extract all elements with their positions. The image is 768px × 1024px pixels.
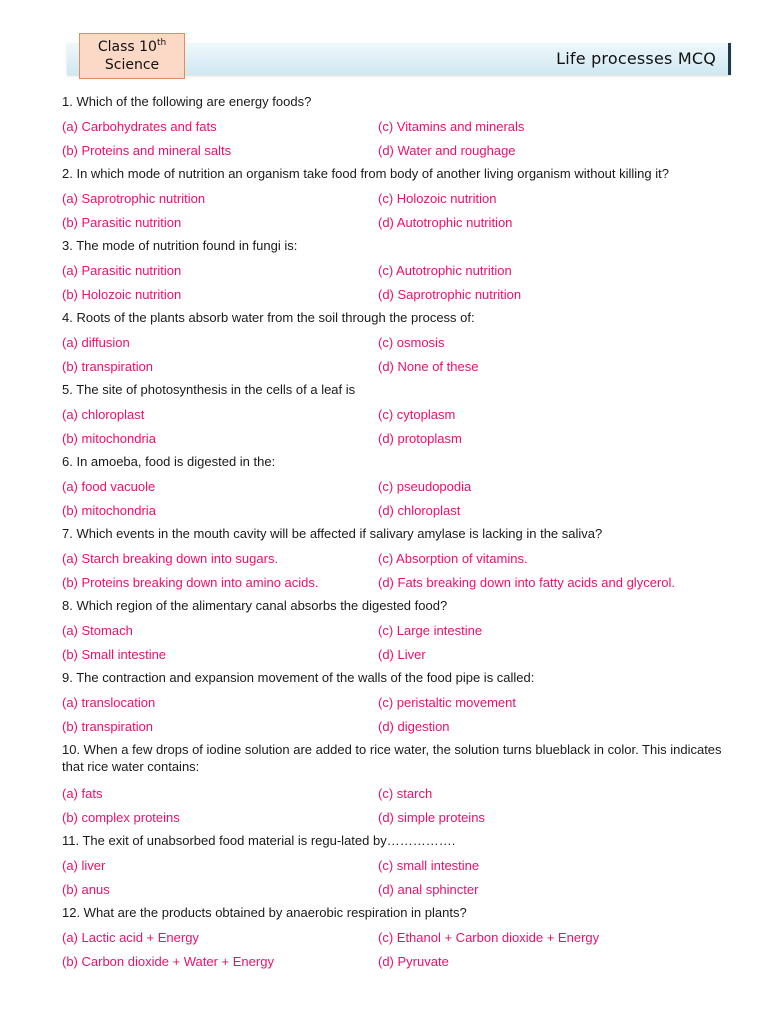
option-d: (d) Pyruvate	[378, 953, 449, 969]
question-text: 5. The site of photosynthesis in the cells of a leaf is	[62, 382, 356, 397]
option-a: (a) Lactic acid + Energy	[62, 929, 199, 945]
option-row	[62, 186, 722, 210]
class-superscript: th	[156, 38, 167, 48]
question-list	[62, 90, 722, 973]
option-c: (c) Vitamins and minerals	[378, 118, 525, 134]
option-a: (a) Saprotrophic nutrition	[62, 190, 206, 206]
question-text: 9. The contraction and expansion movement of the walls of the food pipe is called:	[62, 670, 535, 685]
option-row	[62, 690, 722, 714]
option-row	[62, 781, 722, 805]
option-c: (c) small intestine	[378, 857, 480, 873]
question-text: 7. Which events in the mouth cavity will be affected if salivary amylase is lacking in the saliva?	[62, 526, 603, 541]
question-text: 6. In amoeba, food is digested in the:	[62, 454, 276, 469]
option-a: (a) fats	[62, 785, 103, 801]
question-block-10	[62, 738, 722, 829]
option-b: (b) Parasitic nutrition	[62, 214, 182, 230]
option-row	[62, 474, 722, 498]
option-row	[62, 853, 722, 877]
option-b: (b) complex proteins	[62, 809, 180, 825]
question-text: 1. Which of the following are energy foods?	[62, 94, 312, 109]
option-row	[62, 805, 722, 829]
option-row	[62, 354, 722, 378]
option-row	[62, 282, 722, 306]
option-b: (b) transpiration	[62, 718, 154, 734]
option-row	[62, 949, 722, 973]
option-row	[62, 877, 722, 901]
option-b: (b) mitochondria	[62, 430, 156, 446]
option-b: (b) Carbon dioxide + Water + Energy	[62, 953, 274, 969]
option-row	[62, 138, 722, 162]
option-a: (a) diffusion	[62, 334, 130, 350]
question-text: 12. What are the products obtained by anaerobic respiration in plants?	[62, 905, 467, 920]
document-title: Life processes MCQ	[556, 49, 716, 68]
option-c: (c) Absorption of vitamins.	[378, 550, 528, 566]
question-block-9	[62, 666, 722, 738]
option-a: (a) Starch breaking down into sugars.	[62, 550, 279, 566]
option-row	[62, 330, 722, 354]
option-c: (c) Large intestine	[378, 622, 483, 638]
option-c: (c) peristaltic movement	[378, 694, 516, 710]
option-d: (d) chloroplast	[378, 502, 461, 518]
option-d: (d) digestion	[378, 718, 450, 734]
option-c: (c) Holozoic nutrition	[378, 190, 497, 206]
option-b: (b) Proteins and mineral salts	[62, 142, 232, 158]
option-d: (d) Water and roughage	[378, 142, 516, 158]
option-row	[62, 114, 722, 138]
option-c: (c) Ethanol + Carbon dioxide + Energy	[378, 929, 600, 945]
option-c: (c) cytoplasm	[378, 406, 456, 422]
class-label-box	[79, 33, 185, 79]
question-block-12	[62, 901, 722, 973]
option-row	[62, 210, 722, 234]
subject-label: Science	[104, 57, 160, 73]
question-block-7	[62, 522, 722, 594]
option-row	[62, 642, 722, 666]
option-b: (b) anus	[62, 881, 110, 897]
option-a: (a) Parasitic nutrition	[62, 262, 182, 278]
question-text: 8. Which region of the alimentary canal absorbs the digested food?	[62, 598, 448, 613]
option-row	[62, 546, 722, 570]
option-a: (a) liver	[62, 857, 106, 873]
option-row	[62, 618, 722, 642]
option-c: (c) osmosis	[378, 334, 445, 350]
option-d: (d) protoplasm	[378, 430, 462, 446]
question-text: 3. The mode of nutrition found in fungi is:	[62, 238, 298, 253]
option-row	[62, 714, 722, 738]
question-text: 4. Roots of the plants absorb water from the soil through the process of:	[62, 310, 475, 325]
option-a: (a) translocation	[62, 694, 156, 710]
class-line	[80, 38, 184, 56]
option-a: (a) food vacuole	[62, 478, 156, 494]
option-a: (a) Stomach	[62, 622, 133, 638]
option-b: (b) Proteins breaking down into amino acids.	[62, 574, 319, 590]
question-block-3	[62, 234, 722, 306]
option-c: (c) pseudopodia	[378, 478, 472, 494]
option-a: (a) Carbohydrates and fats	[62, 118, 217, 134]
option-row	[62, 570, 722, 594]
question-block-2	[62, 162, 722, 234]
option-row	[62, 498, 722, 522]
question-text: 2. In which mode of nutrition an organism take food from body of another living organism without killing it?	[62, 166, 669, 181]
option-d: (d) simple proteins	[378, 809, 485, 825]
question-block-5	[62, 378, 722, 450]
question-block-8	[62, 594, 722, 666]
option-d: (d) Saprotrophic nutrition	[378, 286, 522, 302]
option-d: (d) None of these	[378, 358, 479, 374]
option-row	[62, 925, 722, 949]
option-c: (c) starch	[378, 785, 433, 801]
option-row	[62, 426, 722, 450]
option-a: (a) chloroplast	[62, 406, 145, 422]
option-b: (b) Holozoic nutrition	[62, 286, 182, 302]
question-block-11	[62, 829, 722, 901]
question-text: 11. The exit of unabsorbed food material is regu-lated by…………….	[62, 833, 456, 848]
option-row	[62, 402, 722, 426]
option-d: (d) anal sphincter	[378, 881, 479, 897]
class-label: Class 10	[97, 39, 157, 55]
option-c: (c) Autotrophic nutrition	[378, 262, 512, 278]
question-block-4	[62, 306, 722, 378]
question-block-1	[62, 90, 722, 162]
option-b: (b) Small intestine	[62, 646, 167, 662]
option-d: (d) Liver	[378, 646, 426, 662]
option-b: (b) transpiration	[62, 358, 154, 374]
option-b: (b) mitochondria	[62, 502, 156, 518]
option-row	[62, 258, 722, 282]
question-text: 10. When a few drops of iodine solution are added to rice water, the solution turns blueblack in color. This indicates that rice water contains:	[62, 742, 722, 774]
option-d: (d) Autotrophic nutrition	[378, 214, 513, 230]
option-d: (d) Fats breaking down into fatty acids and glycerol.	[378, 574, 675, 590]
question-block-6	[62, 450, 722, 522]
